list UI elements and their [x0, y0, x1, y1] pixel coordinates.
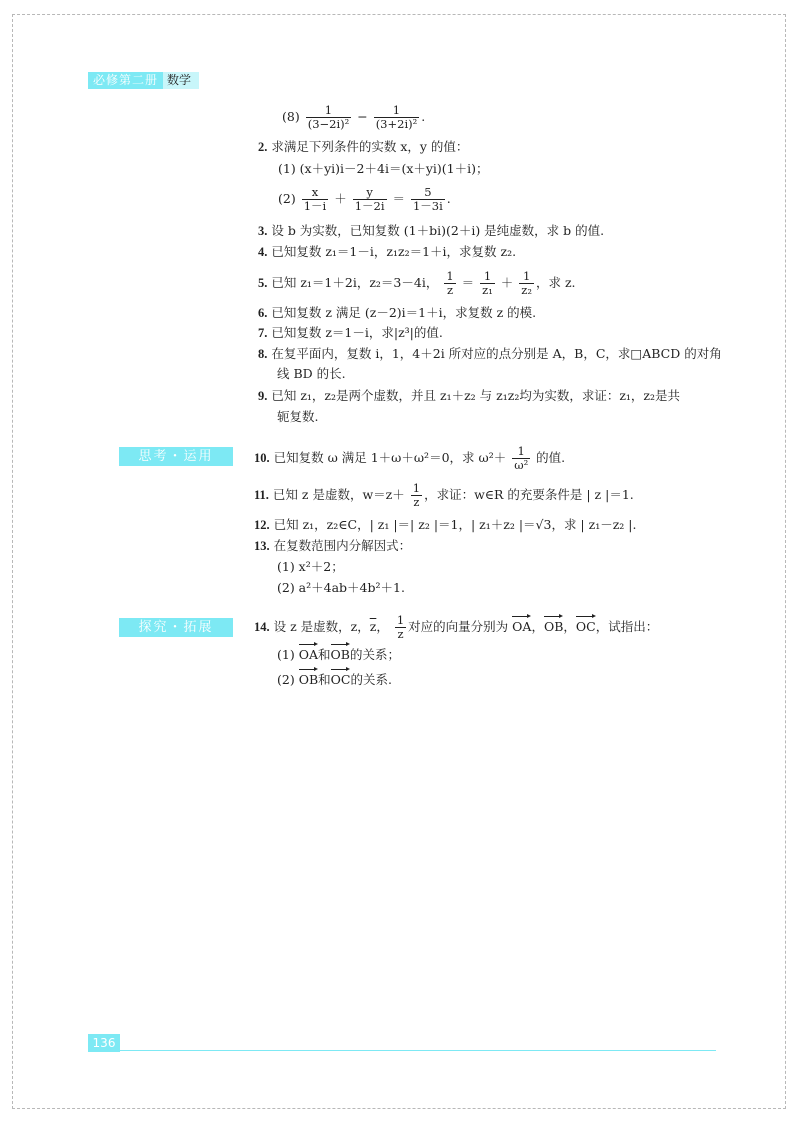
exercise-4: 4. 已知复数 z₁＝1－i，z₁z₂＝1＋i，求复数 z₂.	[258, 244, 517, 259]
exercise-10: 10. 已知复数 ω 满足 1＋ω＋ω²＝0，求 ω²＋ $\frac{1}{\text{ω²}}$ 的值.	[254, 444, 566, 472]
subject-label: 数学	[163, 72, 199, 89]
exercise-9: 9. 已知 z₁，z₂是两个虚数，并且 z₁＋z₂ 与 z₁z₂均为实数，求证：z₁，z₂是共	[258, 388, 681, 403]
section-label-explore: 探究・拓展	[119, 618, 233, 637]
vector-ob: OB	[331, 642, 350, 664]
exercise-3: 3. 设 b 为实数，已知复数 (1＋bi)(2＋i) 是纯虚数，求 b 的值.	[258, 223, 605, 238]
exercise-2: 2. 求满足下列条件的实数 x，y 的值：	[258, 139, 469, 154]
vector-ob: OB	[299, 667, 318, 689]
exercise-7: 7. 已知复数 z＝1－i，求|z³|的值.	[258, 325, 443, 340]
fraction: $\frac{1}{\text{(3+2i)²}}$	[375, 103, 418, 131]
exercise-11: 11. 已知 z 是虚数，w＝z＋ $\frac{1}{z}$ ，求证：w∈R 的充要条件是 | z |＝1.	[254, 481, 634, 509]
book-label: 必修第二册	[88, 72, 163, 89]
exercise-14: 14. 设 z 是虚数，z，$\overline{z}$， $\frac{1}{z}$ 对应的向量分别为 OA，OB，OC，试指出：	[254, 613, 659, 641]
section-label-think: 思考・运用	[119, 447, 233, 466]
footer-rule	[120, 1050, 716, 1051]
exercise-part-8: (8) $\frac{1}{\text{(3−2i)²}}$ − $\frac{1}{\text{(3+2i)²}}$ .	[282, 103, 426, 131]
vector-oc: OC	[576, 614, 596, 636]
fraction: $\frac{1}{\text{(3−2i)²}}$	[307, 103, 350, 131]
exercise-13: 13. 在复数范围内分解因式：	[254, 538, 412, 553]
exercise-13-part-1: (1) x²＋2；	[277, 559, 344, 574]
conjugate-z: $\overline{z}$	[369, 619, 377, 634]
exercise-13-part-2: (2) a²＋4ab＋4b²＋1.	[277, 580, 405, 595]
vector-oa: OA	[512, 614, 531, 636]
vector-ob: OB	[544, 614, 563, 636]
vector-oa: OA	[299, 642, 318, 664]
vector-oc: OC	[331, 667, 351, 689]
exercise-9-cont: 轭复数.	[277, 409, 319, 424]
exercise-5: 5. 已知 z₁＝1＋2i，z₂＝3－4i， $\frac{1}{z}$ ＝ $\frac{1}{\text{z₁}}$ ＋ $\frac{1}{\text{z₂}}$ ，求 z.	[258, 269, 576, 297]
exercise-2-part-1: (1) (x＋yi)i－2＋4i＝(x＋yi)(1＋i)；	[278, 161, 489, 176]
exercise-2-part-2: (2) $\frac{x}{1-i}$ ＋ $\frac{y}{1-2i}$ ＝ $\frac{5}{1-3i}$ .	[278, 185, 451, 213]
exercise-8: 8. 在复平面内，复数 i，1，4＋2i 所对应的点分别是 A，B，C，求□ABCD 的对角	[258, 346, 722, 361]
exercise-6: 6. 已知复数 z 满足 (z－2)i＝1＋i，求复数 z 的模.	[258, 305, 537, 320]
exercise-8-cont: 线 BD 的长.	[277, 366, 346, 381]
page-number: 136	[88, 1034, 120, 1052]
exercise-14-part-2: (2) OB和OC的关系.	[277, 667, 392, 689]
exercise-12: 12. 已知 z₁，z₂∈C，| z₁ |＝| z₂ |＝1，| z₁＋z₂ |＝√3，求 | z₁－z₂ |.	[254, 517, 637, 532]
exercise-14-part-1: (1) OA和OB的关系；	[277, 642, 400, 664]
part-label: (8)	[282, 109, 300, 124]
